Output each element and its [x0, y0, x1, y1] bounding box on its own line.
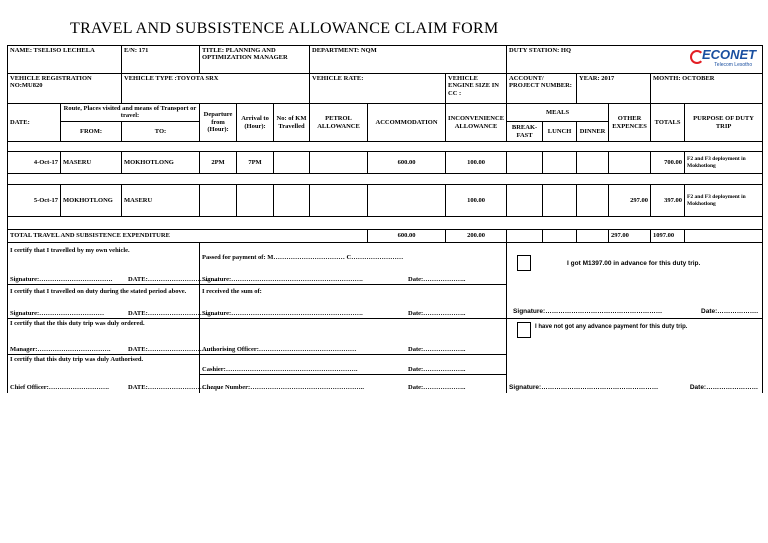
row1-to: MOKHOTLONG	[122, 152, 200, 174]
certify-date1[interactable]: DATE:……………………………	[128, 275, 220, 283]
chief-sig[interactable]: Chief Officer:……………………….	[10, 384, 109, 392]
duty-station-field	[507, 46, 763, 74]
row2-other: 297.00	[609, 185, 651, 217]
received-date[interactable]: Date:………………..	[408, 309, 466, 317]
row2-petrol	[310, 185, 368, 217]
year-field: YEAR: 2017	[577, 74, 651, 104]
econet-logo-sub: Telecom Lesotho	[714, 62, 753, 68]
payment-passed[interactable]: Passed for payment of: M…………………………… C……………………	[202, 254, 404, 261]
col-petrol: PETROL ALLOWANCE	[310, 104, 368, 142]
manager-sig[interactable]: Manager:…………………………….	[10, 345, 111, 353]
cashier-sig[interactable]: Cashier:…………………………………………………….	[202, 365, 358, 373]
row2-date: 5-Oct-17	[8, 185, 61, 217]
manager-date[interactable]: DATE:…………………………..	[128, 345, 216, 353]
col-totals: TOTALS	[651, 104, 685, 142]
en-field: E/N: 171	[122, 46, 200, 74]
month-field: MONTH: OCTOBER	[651, 74, 763, 104]
col-accommodation: ACCOMMODATION	[368, 104, 446, 142]
cashier-block	[200, 355, 507, 375]
certify-authorised-block	[8, 355, 220, 393]
col-arrival: Arrival to (Hour):	[237, 104, 274, 142]
advance-sig2[interactable]: Signature:………………………………………………	[509, 384, 659, 392]
row1-accommodation: 600.00	[368, 152, 446, 174]
row2-lunch	[543, 185, 577, 217]
row1-total: 700.00	[651, 152, 685, 174]
row1-km	[274, 152, 310, 174]
payment-received: I received the sum of:	[202, 288, 262, 295]
col-dinner: DINNER	[577, 122, 609, 142]
certify-sig1[interactable]: Signature:…………………………….	[10, 275, 113, 283]
title-field: TITLE: PLANNING AND OPTIMIZATION MANAGER	[200, 46, 310, 74]
row2-km	[274, 185, 310, 217]
col-km: No: of KM Travelled	[274, 104, 310, 142]
advance-got-text: I got M1397.00 in advance for this duty trip.	[567, 260, 701, 267]
advance-got-checkbox[interactable]	[517, 255, 531, 271]
total-accommodation: 600.00	[368, 230, 446, 243]
advance-sig1[interactable]: Signature:………………………………………………	[513, 307, 663, 315]
auth-date[interactable]: Date:………………..	[408, 345, 466, 353]
row2-purpose: F2 and F3 deployment in Mokhotlong	[685, 185, 763, 217]
certify-sig2[interactable]: Signature:…………………………	[10, 309, 105, 317]
row2-from: MOKHOTLONG	[61, 185, 122, 217]
cashier-date[interactable]: Date:………………..	[408, 365, 466, 373]
row1-lunch	[543, 152, 577, 174]
row1-other	[609, 152, 651, 174]
row2-inconvenience: 100.00	[446, 185, 507, 217]
row2-accommodation	[368, 185, 446, 217]
advance-date2[interactable]: Date:……………………	[689, 384, 759, 392]
total-inconvenience: 200.00	[446, 230, 507, 243]
vehicle-rate-field: VEHICLE RATE:	[310, 74, 446, 104]
certify-duly-authorised: I certify that this duty trip was duly Authorised.	[10, 356, 144, 363]
row2-total: 397.00	[651, 185, 685, 217]
advance-not-checkbox[interactable]	[517, 322, 531, 338]
col-meals: MEALS	[507, 104, 609, 122]
payment-passed-block	[200, 243, 507, 285]
department-field: DEPARTMENT: NQM	[310, 46, 507, 74]
row1-inconvenience: 100.00	[446, 152, 507, 174]
row1-from: MASERU	[61, 152, 122, 174]
certify-duly-ordered: I certify that the this duty trip was duly ordered.	[10, 320, 145, 327]
advance-date1[interactable]: Date:……………….	[701, 307, 759, 315]
advance-not-block	[507, 319, 763, 393]
vehicle-reg-field: VEHICLE REGISTRATION NO:MU820	[8, 74, 122, 104]
certify-ordered-block	[8, 319, 216, 355]
account-field: ACCOUNT/ PROJECT NUMBER:	[507, 74, 577, 104]
spacer-row	[8, 142, 763, 152]
row1-dinner	[577, 152, 609, 174]
payment-sig-date[interactable]: Date:………………..	[408, 275, 466, 283]
received-block	[200, 285, 507, 319]
col-inconvenience: INCONVENIENCE ALLOWANCE	[446, 104, 507, 142]
total-grand: 1097.00	[651, 230, 685, 243]
cheque-block	[200, 375, 507, 393]
econet-logo: ECONET	[701, 47, 757, 62]
claim-form-table	[7, 45, 763, 393]
advance-not-text: I have not got any advance payment for this duty trip.	[535, 324, 688, 330]
row1-purpose: F2 and F3 deployment in Mokhotlong	[685, 152, 763, 174]
cheque-date[interactable]: Date:………………..	[408, 384, 466, 392]
payment-sig[interactable]: Signature:…………………………………………………….	[202, 275, 363, 283]
row1-arrival: 7PM	[237, 152, 274, 174]
row2-breakfast	[507, 185, 543, 217]
col-date: DATE:	[8, 104, 61, 142]
col-breakfast: BREAK-FAST	[507, 122, 543, 142]
col-from: FROM:	[61, 122, 122, 142]
row2-to: MASERU	[122, 185, 200, 217]
row1-breakfast	[507, 152, 543, 174]
col-to: TO:	[122, 122, 200, 142]
row2-arrival	[237, 185, 274, 217]
certify-own-vehicle-block	[8, 243, 220, 285]
certify-stated-period: I certify that I travelled on duty during the stated period above.	[10, 288, 187, 295]
row2-departure	[200, 185, 237, 217]
col-other: OTHER EXPENCES	[609, 104, 651, 142]
name-field: NAME: TSELISO LECHELA	[8, 46, 122, 74]
total-label: TOTAL TRAVEL AND SUBSISTENCE EXPENDITURE	[8, 230, 368, 243]
auth-officer[interactable]: Authorising Officer:………………………………………	[202, 345, 357, 353]
vehicle-type-field: VEHICLE TYPE :TOYOTA SRX	[122, 74, 310, 104]
row1-departure: 2PM	[200, 152, 237, 174]
total-other: 297.00	[609, 230, 651, 243]
col-purpose: PURPOSE OF DUTY TRIP	[685, 104, 763, 142]
spacer-row	[8, 174, 763, 185]
certify-date2[interactable]: DATE:…………………………..	[128, 309, 216, 317]
col-lunch: LUNCH	[543, 122, 577, 142]
spacer-row	[8, 217, 763, 230]
col-departure: Departure from (Hour):	[200, 104, 237, 142]
engine-size-field: VEHICLE ENGINE SIZE IN CC :	[446, 74, 507, 104]
row1-date: 4-Oct-17	[8, 152, 61, 174]
row1-petrol	[310, 152, 368, 174]
form-title: TRAVEL AND SUBSISTENCE ALLOWANCE CLAIM FORM	[70, 20, 499, 37]
col-route: Route, Places visited and means of Transport or travel:	[61, 104, 200, 122]
received-sig[interactable]: Signature:…………………………………………………….	[202, 309, 363, 317]
row2-dinner	[577, 185, 609, 217]
auth-officer-block	[200, 319, 507, 355]
advance-got-block	[507, 243, 763, 319]
certify-own-vehicle: I certify that I travelled by my own vehicle.	[10, 247, 130, 254]
chief-date[interactable]: DATE:……………………………	[128, 384, 220, 392]
certify-stated-block	[8, 285, 216, 319]
duty-station-label: DUTY STATION: HQ	[509, 47, 572, 54]
cheque-number[interactable]: Cheque Number:……………………………………………..	[202, 384, 364, 392]
